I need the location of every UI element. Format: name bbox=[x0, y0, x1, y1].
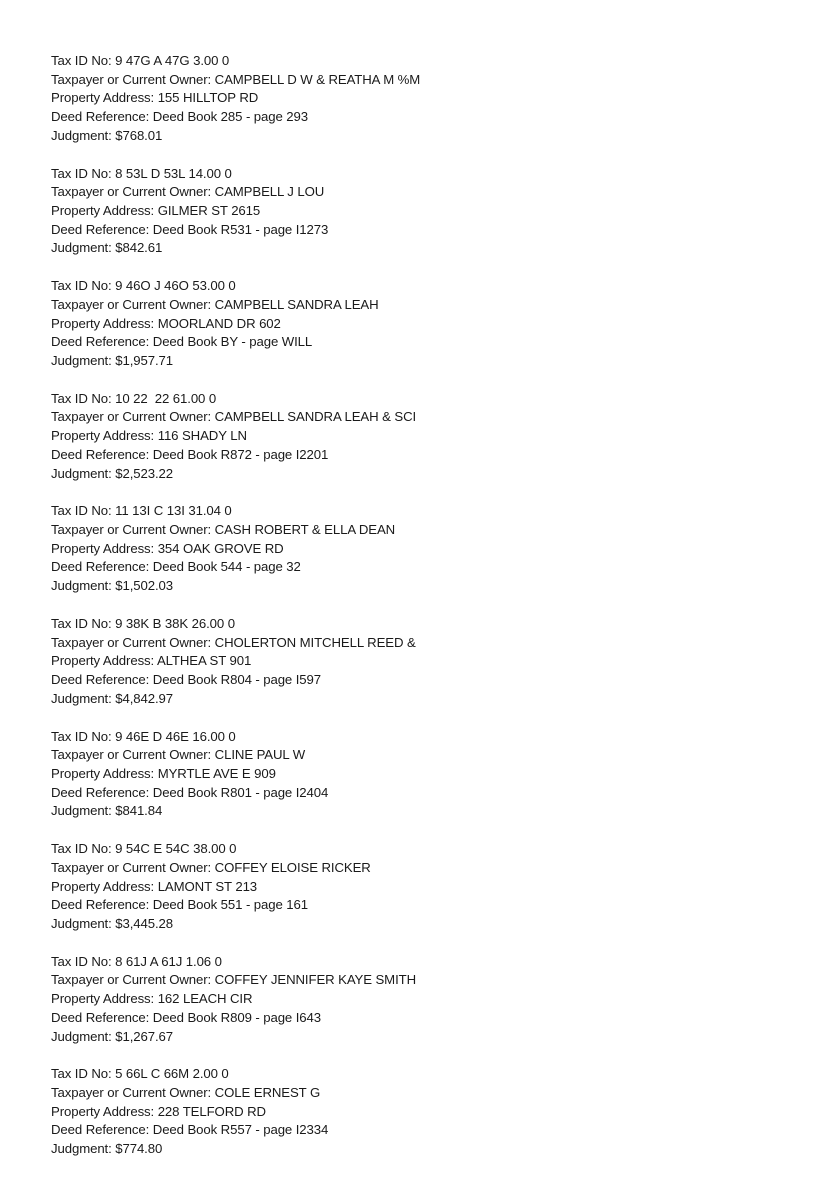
deed-label: Deed Reference: bbox=[51, 897, 153, 913]
tax-id-line bbox=[51, 728, 811, 747]
tax-id-value: 11 13I C 13I 31.04 0 bbox=[115, 503, 232, 519]
judgment-value: $3,445.28 bbox=[115, 915, 174, 931]
deed-line bbox=[51, 558, 811, 577]
owner-value: COFFEY ELOISE RICKER bbox=[214, 859, 371, 875]
tax-record bbox=[51, 390, 811, 503]
owner-line bbox=[51, 71, 811, 90]
judgment-label: Judgment: bbox=[51, 240, 116, 256]
tax-id-label: Tax ID No: bbox=[51, 953, 116, 969]
deed-line bbox=[51, 896, 811, 915]
deed-label: Deed Reference: bbox=[51, 334, 153, 350]
tax-id-line bbox=[51, 953, 811, 972]
judgment-value: $1,267.67 bbox=[115, 1028, 174, 1044]
owner-label: Taxpayer or Current Owner: bbox=[51, 1085, 215, 1101]
address-line bbox=[51, 878, 811, 897]
tax-id-label: Tax ID No: bbox=[51, 503, 116, 519]
tax-id-label: Tax ID No: bbox=[51, 841, 116, 857]
tax-id-value: 10 22 22 61.00 0 bbox=[115, 390, 217, 406]
tax-id-label: Tax ID No: bbox=[51, 278, 116, 294]
owner-value: CLINE PAUL W bbox=[214, 747, 306, 763]
owner-value: CAMPBELL J LOU bbox=[214, 184, 325, 200]
tax-id-value: 9 46E D 46E 16.00 0 bbox=[115, 728, 236, 744]
tax-id-line bbox=[51, 165, 811, 184]
owner-line bbox=[51, 746, 811, 765]
judgment-label: Judgment: bbox=[51, 1028, 116, 1044]
owner-value: CAMPBELL D W & REATHA M %M bbox=[214, 71, 421, 87]
deed-line bbox=[51, 108, 811, 127]
owner-value: COFFEY JENNIFER KAYE SMITH bbox=[214, 972, 417, 988]
address-label: Property Address: bbox=[51, 90, 158, 106]
deed-value: Deed Book BY - page WILL bbox=[152, 334, 313, 350]
address-value: 162 LEACH CIR bbox=[157, 991, 253, 1007]
judgment-line bbox=[51, 1028, 811, 1047]
owner-value: CASH ROBERT & ELLA DEAN bbox=[214, 522, 396, 538]
tax-record bbox=[51, 52, 811, 165]
address-label: Property Address: bbox=[51, 315, 158, 331]
judgment-value: $774.80 bbox=[115, 1141, 163, 1157]
tax-record bbox=[51, 953, 811, 1066]
address-line bbox=[51, 202, 811, 221]
tax-id-label: Tax ID No: bbox=[51, 615, 116, 631]
judgment-label: Judgment: bbox=[51, 1141, 116, 1157]
tax-id-line bbox=[51, 52, 811, 71]
judgment-value: $1,957.71 bbox=[115, 352, 174, 368]
tax-id-label: Tax ID No: bbox=[51, 728, 116, 744]
judgment-line bbox=[51, 690, 811, 709]
judgment-line bbox=[51, 352, 811, 371]
address-label: Property Address: bbox=[51, 653, 157, 669]
address-label: Property Address: bbox=[51, 765, 158, 781]
judgment-line bbox=[51, 127, 811, 146]
owner-label: Taxpayer or Current Owner: bbox=[51, 71, 215, 87]
judgment-label: Judgment: bbox=[51, 690, 116, 706]
address-label: Property Address: bbox=[51, 202, 158, 218]
address-value: 354 OAK GROVE RD bbox=[157, 540, 284, 556]
tax-id-line bbox=[51, 840, 811, 859]
deed-label: Deed Reference: bbox=[51, 446, 153, 462]
tax-id-value: 9 38K B 38K 26.00 0 bbox=[115, 615, 235, 631]
owner-label: Taxpayer or Current Owner: bbox=[51, 859, 215, 875]
tax-record bbox=[51, 165, 811, 278]
address-value: MYRTLE AVE E 909 bbox=[157, 765, 276, 781]
judgment-label: Judgment: bbox=[51, 127, 116, 143]
judgment-label: Judgment: bbox=[51, 915, 116, 931]
deed-line bbox=[51, 1121, 811, 1140]
tax-record bbox=[51, 502, 811, 615]
owner-line bbox=[51, 1084, 811, 1103]
address-label: Property Address: bbox=[51, 540, 158, 556]
deed-line bbox=[51, 1009, 811, 1028]
deed-label: Deed Reference: bbox=[51, 1009, 153, 1025]
address-line bbox=[51, 1103, 811, 1122]
owner-value: CAMPBELL SANDRA LEAH bbox=[214, 296, 379, 312]
judgment-line bbox=[51, 802, 811, 821]
address-value: 116 SHADY LN bbox=[157, 428, 247, 444]
deed-line bbox=[51, 333, 811, 352]
deed-label: Deed Reference: bbox=[51, 1122, 153, 1138]
address-line bbox=[51, 765, 811, 784]
address-line bbox=[51, 652, 811, 671]
deed-value: Deed Book R531 - page I1273 bbox=[152, 221, 329, 237]
judgment-value: $768.01 bbox=[115, 127, 163, 143]
deed-line bbox=[51, 671, 811, 690]
tax-id-line bbox=[51, 615, 811, 634]
owner-line bbox=[51, 859, 811, 878]
address-value: MOORLAND DR 602 bbox=[157, 315, 281, 331]
owner-label: Taxpayer or Current Owner: bbox=[51, 296, 215, 312]
tax-id-value: 5 66L C 66M 2.00 0 bbox=[115, 1066, 229, 1082]
deed-label: Deed Reference: bbox=[51, 221, 153, 237]
tax-id-value: 9 47G A 47G 3.00 0 bbox=[115, 53, 230, 68]
owner-label: Taxpayer or Current Owner: bbox=[51, 972, 215, 988]
address-label: Property Address: bbox=[51, 1103, 158, 1119]
deed-value: Deed Book R809 - page I643 bbox=[152, 1009, 321, 1025]
judgment-label: Judgment: bbox=[51, 578, 116, 594]
deed-line bbox=[51, 446, 811, 465]
judgment-line bbox=[51, 1140, 811, 1159]
judgment-value: $4,842.97 bbox=[115, 690, 174, 706]
judgment-value: $1,502.03 bbox=[115, 578, 174, 594]
deed-value: Deed Book 551 - page 161 bbox=[152, 897, 309, 913]
address-line bbox=[51, 427, 811, 446]
tax-id-label: Tax ID No: bbox=[51, 1066, 116, 1082]
document-page bbox=[51, 52, 811, 1178]
judgment-label: Judgment: bbox=[51, 352, 116, 368]
owner-value: CAMPBELL SANDRA LEAH & SCI bbox=[214, 409, 417, 425]
deed-value: Deed Book R557 - page I2334 bbox=[152, 1122, 329, 1138]
address-value: 155 HILLTOP RD bbox=[157, 90, 259, 106]
owner-value: CHOLERTON MITCHELL REED & bbox=[214, 634, 416, 650]
judgment-line bbox=[51, 465, 811, 484]
judgment-line bbox=[51, 239, 811, 258]
tax-id-value: 9 54C E 54C 38.00 0 bbox=[115, 841, 237, 857]
address-value: GILMER ST 2615 bbox=[157, 202, 261, 218]
address-line bbox=[51, 990, 811, 1009]
owner-label: Taxpayer or Current Owner: bbox=[51, 522, 215, 538]
address-value: 228 TELFORD RD bbox=[157, 1103, 266, 1119]
tax-id-line bbox=[51, 502, 811, 521]
tax-id-label: Tax ID No: bbox=[51, 53, 116, 68]
address-line bbox=[51, 315, 811, 334]
deed-label: Deed Reference: bbox=[51, 784, 153, 800]
owner-line bbox=[51, 971, 811, 990]
address-label: Property Address: bbox=[51, 991, 158, 1007]
owner-line bbox=[51, 634, 811, 653]
tax-record bbox=[51, 840, 811, 953]
tax-id-line bbox=[51, 390, 811, 409]
tax-id-value: 9 46O J 46O 53.00 0 bbox=[115, 278, 236, 294]
deed-value: Deed Book 544 - page 32 bbox=[152, 559, 301, 575]
judgment-line bbox=[51, 915, 811, 934]
owner-line bbox=[51, 296, 811, 315]
tax-id-value: 8 53L D 53L 14.00 0 bbox=[115, 165, 232, 181]
owner-label: Taxpayer or Current Owner: bbox=[51, 184, 215, 200]
tax-id-line bbox=[51, 1065, 811, 1084]
tax-record bbox=[51, 728, 811, 841]
address-line bbox=[51, 89, 811, 108]
owner-line bbox=[51, 183, 811, 202]
tax-id-line bbox=[51, 277, 811, 296]
tax-id-value: 8 61J A 61J 1.06 0 bbox=[115, 953, 222, 969]
deed-label: Deed Reference: bbox=[51, 559, 153, 575]
deed-line bbox=[51, 221, 811, 240]
judgment-line bbox=[51, 577, 811, 596]
owner-line bbox=[51, 408, 811, 427]
tax-id-label: Tax ID No: bbox=[51, 390, 116, 406]
judgment-value: $841.84 bbox=[115, 803, 163, 819]
deed-value: Deed Book R804 - page I597 bbox=[152, 672, 321, 688]
owner-label: Taxpayer or Current Owner: bbox=[51, 747, 215, 763]
address-label: Property Address: bbox=[51, 428, 158, 444]
address-value: ALTHEA ST 901 bbox=[156, 653, 252, 669]
owner-label: Taxpayer or Current Owner: bbox=[51, 634, 215, 650]
deed-value: Deed Book R872 - page I2201 bbox=[152, 446, 329, 462]
deed-label: Deed Reference: bbox=[51, 109, 153, 125]
judgment-value: $842.61 bbox=[115, 240, 163, 256]
judgment-label: Judgment: bbox=[51, 465, 116, 481]
deed-line bbox=[51, 784, 811, 803]
address-label: Property Address: bbox=[51, 878, 158, 894]
deed-value: Deed Book R801 - page I2404 bbox=[152, 784, 329, 800]
judgment-value: $2,523.22 bbox=[115, 465, 174, 481]
address-line bbox=[51, 540, 811, 559]
address-value: LAMONT ST 213 bbox=[157, 878, 258, 894]
owner-line bbox=[51, 521, 811, 540]
judgment-label: Judgment: bbox=[51, 803, 116, 819]
tax-record bbox=[51, 277, 811, 390]
tax-id-label: Tax ID No: bbox=[51, 165, 116, 181]
deed-value: Deed Book 285 - page 293 bbox=[152, 109, 309, 125]
tax-record bbox=[51, 615, 811, 728]
owner-value: COLE ERNEST G bbox=[214, 1085, 321, 1101]
owner-label: Taxpayer or Current Owner: bbox=[51, 409, 215, 425]
tax-record bbox=[51, 1065, 811, 1178]
deed-label: Deed Reference: bbox=[51, 672, 153, 688]
